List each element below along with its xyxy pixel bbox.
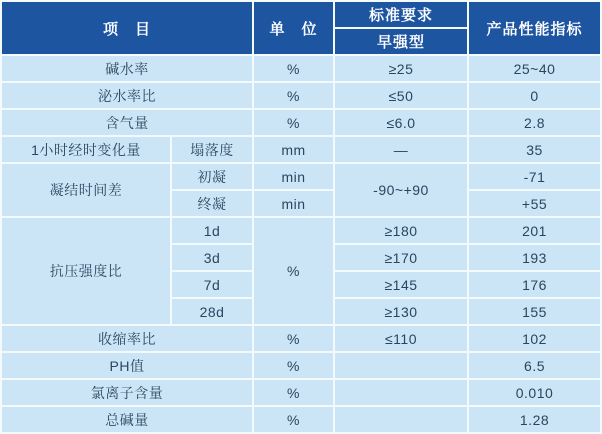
cell-unit: % <box>253 55 334 82</box>
cell-item: 含气量 <box>1 109 253 136</box>
table-row <box>1 217 601 244</box>
cell-item: 泌水率比 <box>1 82 253 109</box>
cell-standard: ≥130 <box>334 298 468 325</box>
cell-product: 176 <box>468 271 601 298</box>
cell-sub-item: 终凝 <box>171 190 253 217</box>
cell-sub-item: 7d <box>171 271 253 298</box>
cell-sub-item: 1d <box>171 217 253 244</box>
cell-product: 201 <box>468 217 601 244</box>
cell-product: 193 <box>468 244 601 271</box>
cell-standard <box>334 379 468 406</box>
cell-unit: % <box>253 379 334 406</box>
cell-unit: mm <box>253 136 334 163</box>
cell-standard <box>334 406 468 433</box>
cell-standard: ≤6.0 <box>334 109 468 136</box>
cell-product: 0 <box>468 82 601 109</box>
table-row <box>1 163 601 190</box>
cell-product: 0.010 <box>468 379 601 406</box>
table-row <box>1 379 601 406</box>
header-unit: 单 位 <box>253 1 334 55</box>
cell-unit: min <box>253 190 334 217</box>
table-row <box>1 136 601 163</box>
cell-product: 25~40 <box>468 55 601 82</box>
header-item: 项 目 <box>1 1 253 55</box>
cell-product: +55 <box>468 190 601 217</box>
cell-unit: % <box>253 352 334 379</box>
cell-item: 收缩率比 <box>1 325 253 352</box>
cell-unit: % <box>253 82 334 109</box>
cell-standard: -90~+90 <box>334 163 468 217</box>
cell-unit: % <box>253 406 334 433</box>
cell-product: 1.28 <box>468 406 601 433</box>
cell-standard: ≤50 <box>334 82 468 109</box>
header-row-1 <box>1 1 601 28</box>
cell-sub-item: 28d <box>171 298 253 325</box>
table-row <box>1 109 601 136</box>
table-row <box>1 82 601 109</box>
cell-item: 1小时经时变化量 <box>1 136 171 163</box>
cell-unit: % <box>253 109 334 136</box>
table-row <box>1 352 601 379</box>
cell-unit: % <box>253 325 334 352</box>
cell-product: 102 <box>468 325 601 352</box>
cell-product: 35 <box>468 136 601 163</box>
cell-sub-item: 3d <box>171 244 253 271</box>
cell-unit: % <box>253 217 334 325</box>
cell-standard: ≥25 <box>334 55 468 82</box>
cell-product: -71 <box>468 163 601 190</box>
cell-unit: min <box>253 163 334 190</box>
cell-standard: — <box>334 136 468 163</box>
cell-standard: ≤110 <box>334 325 468 352</box>
table-row <box>1 406 601 433</box>
cell-standard <box>334 352 468 379</box>
cell-sub-item: 初凝 <box>171 163 253 190</box>
cell-standard: ≥180 <box>334 217 468 244</box>
header-standard-group: 标准要求 <box>334 1 468 28</box>
cell-standard: ≥145 <box>334 271 468 298</box>
cell-item: 凝结时间差 <box>1 163 171 217</box>
header-standard-type: 早强型 <box>334 28 468 55</box>
cell-standard: ≥170 <box>334 244 468 271</box>
cell-item: 抗压强度比 <box>1 217 171 325</box>
cell-item: PH值 <box>1 352 253 379</box>
cell-product: 155 <box>468 298 601 325</box>
cell-sub-item: 塌落度 <box>171 136 253 163</box>
cell-product: 6.5 <box>468 352 601 379</box>
cell-item: 氯离子含量 <box>1 379 253 406</box>
cell-product: 2.8 <box>468 109 601 136</box>
cell-item: 碱水率 <box>1 55 253 82</box>
cell-item: 总碱量 <box>1 406 253 433</box>
header-product: 产品性能指标 <box>468 1 601 55</box>
table-row <box>1 55 601 82</box>
table-row <box>1 325 601 352</box>
